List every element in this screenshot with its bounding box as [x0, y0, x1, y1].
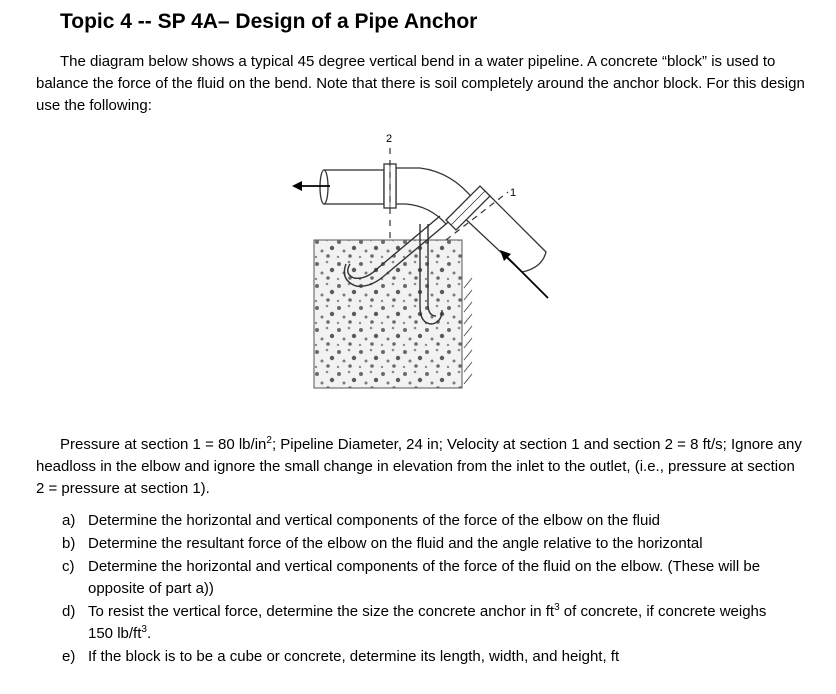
list-item: e) If the block is to be a cube or concrete, determine its length, width, and height, ft — [62, 648, 620, 665]
list-item: b) Determine the resultant force of the elbow on the fluid and the angle relative to the horizontal — [62, 535, 703, 552]
question-list — [62, 510, 792, 669]
pipe-anchor-diagram — [270, 128, 570, 398]
list-item: d) To resist the vertical force, determine the size the concrete anchor in $ft^3$ of concrete, if concrete weighs 150 $lb/ft^3$. — [62, 602, 767, 642]
intro-paragraph: The diagram below shows a typical 45 degree vertical bend in a water pipeline. A concrete “block” is used to balance the force of the fluid on the bend. Note that there is soil completely around the anchor block. For this design use the following: — [36, 53, 805, 114]
outlet-pipe — [320, 170, 384, 204]
list-item: a) Determine the horizontal and vertical components of the force of the elbow on the fluid — [62, 512, 660, 529]
section-1-label: 1 — [510, 187, 517, 199]
section-2-label: 2 — [386, 133, 393, 145]
soil-hatching — [464, 278, 472, 384]
page-title: Topic 4 -- SP 4A– Design of a Pipe Anchor — [60, 10, 478, 33]
list-item: c) Determine the horizontal and vertical components of the force of the fluid on the elbow. (These will be opposite of part a)) — [62, 558, 761, 597]
given-conditions: Pressure at section 1 = 80 $lb/in^2$; Pipeline Diameter, 24 in; Velocity at section 1 and section 2 = 8 ft/s; Ignore any headloss in the elbow and ignore the small change in elevation from the inlet to the outlet, (i.e., pressure at section 2 = pressure at section 1). — [36, 435, 802, 497]
